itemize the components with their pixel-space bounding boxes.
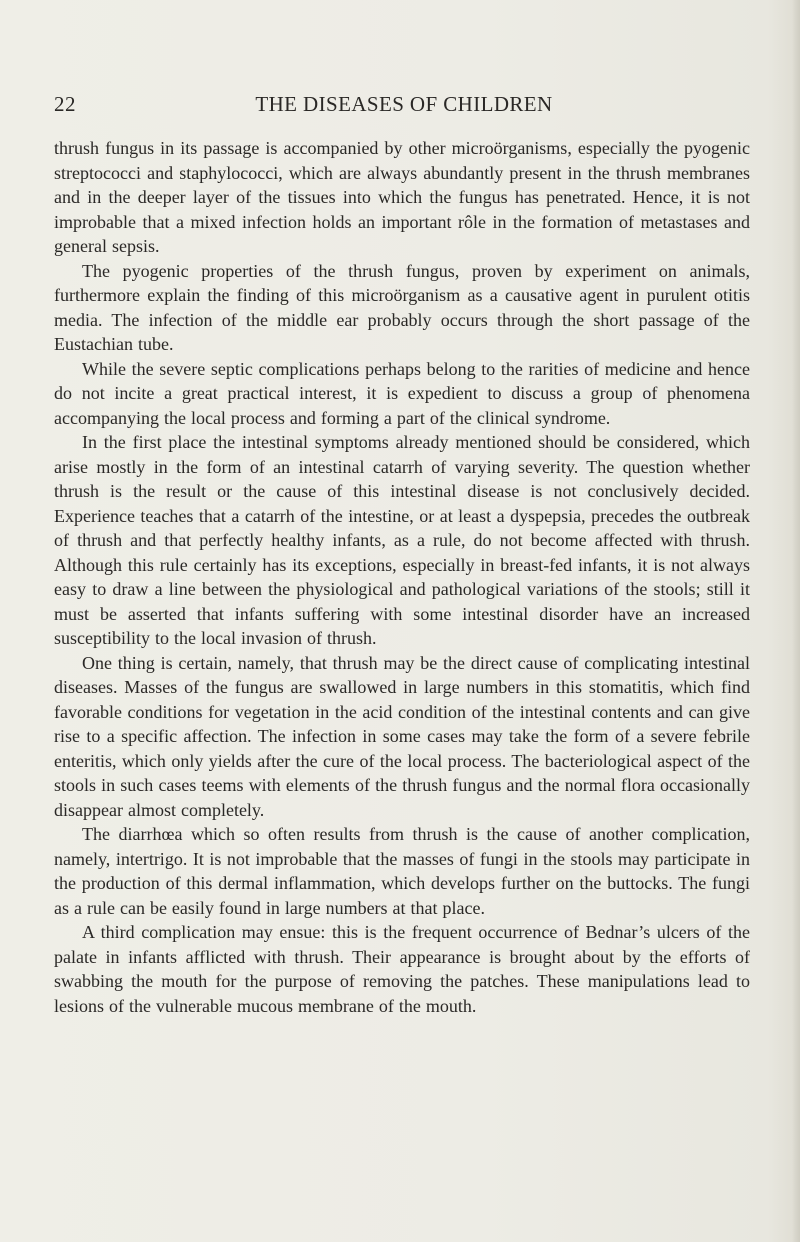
running-head [54,92,754,122]
page-number: 22 [54,92,76,116]
paragraph: A third complication may ensue: this is the frequent occurrence of Bednar’s ulcers of the palate in infants afflicted with thrush. Their appearance is brought about by the efforts of swabbing the mouth for the purpose of removing the patches. These manipulations lead to lesions of the vulnerable mucous membrane of the mouth. [54,922,750,1016]
page-edge-shadow [792,0,800,1242]
body-text [54,136,750,1018]
running-title: THE DISEASES OF CHILDREN [255,92,553,116]
paragraph: In the first place the intestinal symptoms already mentioned should be considered, which arise mostly in the form of an intestinal catarrh of varying severity. The question whether thrush is the result or the cause of this intestinal disease is not conclusively decided. Experience teaches that a catarrh of the intestine, or at least a dyspepsia, precedes the outbreak of thrush and that perfectly healthy infants, as a rule, do not become affected with thrush. Although this rule certainly has its exceptions, especially in breast-fed infants, it is not always easy to draw a line between the physiological and pathological variations of the stools; still it must be asserted that infants suffering with some intestinal disorder have an increased susceptibility to the local invasion of thrush. [54,432,750,648]
paragraph: The pyogenic properties of the thrush fungus, proven by experiment on animals, furthermore explain the finding of this microörganism as a causative agent in purulent otitis media. The infection of the middle ear probably occurs through the short passage of the Eustachian tube. [54,260,750,354]
paragraph-continued: thrush fungus in its passage is accompanied by other microörganisms, especially the pyogenic streptococci and staphylococci, which are always abundantly present in the thrush membranes and in the deeper layer of the tissues into which the fungus has penetrated. Hence, it is not improbable that a mixed infection holds an important rôle in the formation of metastases and general sepsis. [54,138,750,256]
paragraph: The diarrhœa which so often results from thrush is the cause of another complication, namely, intertrigo. It is not improbable that the masses of fungi in the stools may participate in the production of this dermal inflammation, which develops further on the buttocks. The fungi as a rule can be easily found in large numbers at that place. [54,824,750,918]
paragraph: One thing is certain, namely, that thrush may be the direct cause of complicating intestinal diseases. Masses of the fungus are swallowed in large numbers in this stomatitis, which find favorable conditions for vegetation in the acid condition of the intestinal contents and can give rise to a specific affection. The infection in some cases may take the form of a severe febrile enteritis, which only yields after the cure of the local process. The bacteriological aspect of the stools in such cases teems with elements of the thrush fungus and the normal flora occasionally disappear almost completely. [54,652,750,820]
paragraph: While the severe septic complications perhaps belong to the rarities of medicine and hence do not incite a great practical interest, it is expedient to discuss a group of phenomena accompanying the local process and forming a part of the clinical syndrome. [54,358,750,428]
